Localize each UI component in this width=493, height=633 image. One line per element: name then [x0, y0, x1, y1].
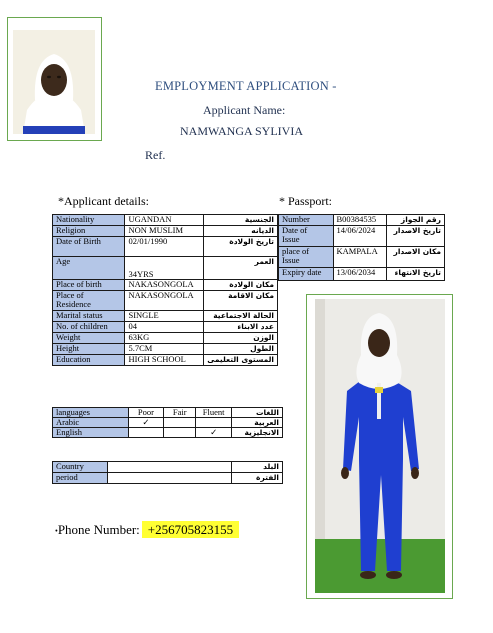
religion-arabic: الديانه [204, 226, 278, 237]
passport-table [278, 214, 445, 281]
issue-date-label-line1: Date of [282, 225, 308, 235]
weight-value: 63KG [125, 333, 204, 344]
applicant-name: NAMWANGA SYLIVIA [180, 124, 303, 138]
religion-value: NON MUSLIM [125, 226, 204, 237]
weight-arabic: الوزن [204, 333, 278, 344]
marital-value: SINGLE [125, 311, 204, 322]
languages-header-label: languages [53, 408, 129, 418]
languages-header-poor: Poor [128, 408, 164, 418]
weight-label: Weight [53, 333, 125, 344]
language-english-fluent-check: ✓ [196, 428, 232, 438]
details-row-place-of-birth [53, 280, 278, 291]
residence-label [53, 291, 125, 311]
details-row-height [53, 344, 278, 355]
language-arabic-label: Arabic [53, 418, 129, 428]
passport-row-issue-date [279, 226, 445, 247]
applicant-details-heading: *Applicant details: [58, 194, 149, 208]
language-row-arabic [53, 418, 283, 428]
period-label: period [53, 473, 108, 484]
country-arabic: البلد [232, 462, 283, 473]
dob-label: Date of Birth [53, 237, 125, 257]
details-row-children [53, 322, 278, 333]
nationality-value: UGANDAN [125, 215, 204, 226]
passport-heading: * Passport: [279, 194, 333, 208]
portrait-photo [13, 30, 95, 134]
issue-place-arabic: مكان الاصدار [387, 247, 445, 268]
issue-date-label-line2: Issue [282, 234, 300, 244]
full-body-photo [315, 299, 445, 593]
residence-label-line2: Residence [56, 299, 91, 309]
nationality-label: Nationality [53, 215, 125, 226]
experience-table [52, 461, 283, 484]
age-label: Age [53, 257, 125, 280]
expiry-value: 13/06/2034 [333, 268, 387, 281]
details-row-education [53, 355, 278, 366]
phone-label: Phone Number: [57, 522, 140, 537]
language-row-english [53, 428, 283, 438]
expiry-arabic: تاريخ الانتهاء [387, 268, 445, 281]
place-of-birth-arabic: مكان الولادة [204, 280, 278, 291]
place-of-birth-label: Place of birth [53, 280, 125, 291]
details-row-religion [53, 226, 278, 237]
children-value: 04 [125, 322, 204, 333]
passport-row-issue-place [279, 247, 445, 268]
details-row-weight [53, 333, 278, 344]
issue-date-value: 14/06/2024 [333, 226, 387, 247]
height-label: Height [53, 344, 125, 355]
details-row-residence [53, 291, 278, 311]
passport-row-number [279, 215, 445, 226]
issue-place-label-line1: place of [282, 246, 310, 256]
ref-label: Ref. [145, 148, 166, 162]
dob-arabic: تاريخ الولادة [204, 237, 278, 257]
language-english-arabic: الانجليزية [232, 428, 283, 438]
children-label: No. of children [53, 322, 125, 333]
age-arabic: العمر [204, 257, 278, 280]
expiry-label: Expiry date [279, 268, 334, 281]
details-row-nationality [53, 215, 278, 226]
country-value [107, 462, 231, 473]
languages-table [52, 407, 283, 438]
details-row-dob [53, 237, 278, 257]
issue-date-label [279, 226, 334, 247]
education-value: HIGH SCHOOL [125, 355, 204, 366]
application-title: EMPLOYMENT APPLICATION - [155, 79, 337, 93]
height-value: 5.7CM [125, 344, 204, 355]
passport-number-value: B00384535 [333, 215, 387, 226]
portrait-photo-frame [7, 17, 102, 141]
experience-row-country [53, 462, 283, 473]
residence-value: NAKASONGOLA [125, 291, 204, 311]
education-label: Education [53, 355, 125, 366]
phone-value: +256705823155 [142, 521, 239, 538]
languages-header-fluent: Fluent [196, 408, 232, 418]
nationality-arabic: الجنسية [204, 215, 278, 226]
languages-header-row [53, 408, 283, 418]
period-arabic: الفترة [232, 473, 283, 484]
residence-arabic: مكان الاقامة [204, 291, 278, 311]
languages-header-fair: Fair [164, 408, 196, 418]
issue-place-value: KAMPALA [333, 247, 387, 268]
language-arabic-arabic: العربية [232, 418, 283, 428]
passport-number-label: Number [279, 215, 334, 226]
education-arabic: المستوى التعليمى [204, 355, 278, 366]
passport-number-arabic: رقم الجواز [387, 215, 445, 226]
details-row-age [53, 257, 278, 280]
language-english-fair [164, 428, 196, 438]
details-row-marital [53, 311, 278, 322]
experience-row-period [53, 473, 283, 484]
place-of-birth-value: NAKASONGOLA [125, 280, 204, 291]
full-body-photo-image [315, 299, 445, 593]
language-arabic-fluent [196, 418, 232, 428]
language-arabic-fair [164, 418, 196, 428]
issue-date-arabic: تاريخ الاصدار [387, 226, 445, 247]
issue-place-label-line2: Issue [282, 255, 300, 265]
issue-place-label [279, 247, 334, 268]
languages-header-arabic: اللغات [232, 408, 283, 418]
applicant-name-label: Applicant Name: [203, 103, 286, 117]
age-value: 34YRS [125, 257, 204, 280]
passport-row-expiry [279, 268, 445, 281]
marital-arabic: الحالة الاجتماعية [204, 311, 278, 322]
phone-bullet: • [55, 526, 58, 536]
full-body-photo-frame [306, 294, 453, 599]
residence-label-line1: Place of [56, 290, 84, 300]
phone-line [55, 522, 239, 538]
children-arabic: عدد الابناء [204, 322, 278, 333]
marital-label: Marital status [53, 311, 125, 322]
height-arabic: الطول [204, 344, 278, 355]
language-english-label: English [53, 428, 129, 438]
applicant-details-table [52, 214, 278, 366]
religion-label: Religion [53, 226, 125, 237]
portrait-photo-image [13, 30, 95, 134]
period-value [107, 473, 231, 484]
country-label: Country [53, 462, 108, 473]
language-english-poor [128, 428, 164, 438]
dob-value: 02/01/1990 [125, 237, 204, 257]
language-arabic-poor-check: ✓ [128, 418, 164, 428]
